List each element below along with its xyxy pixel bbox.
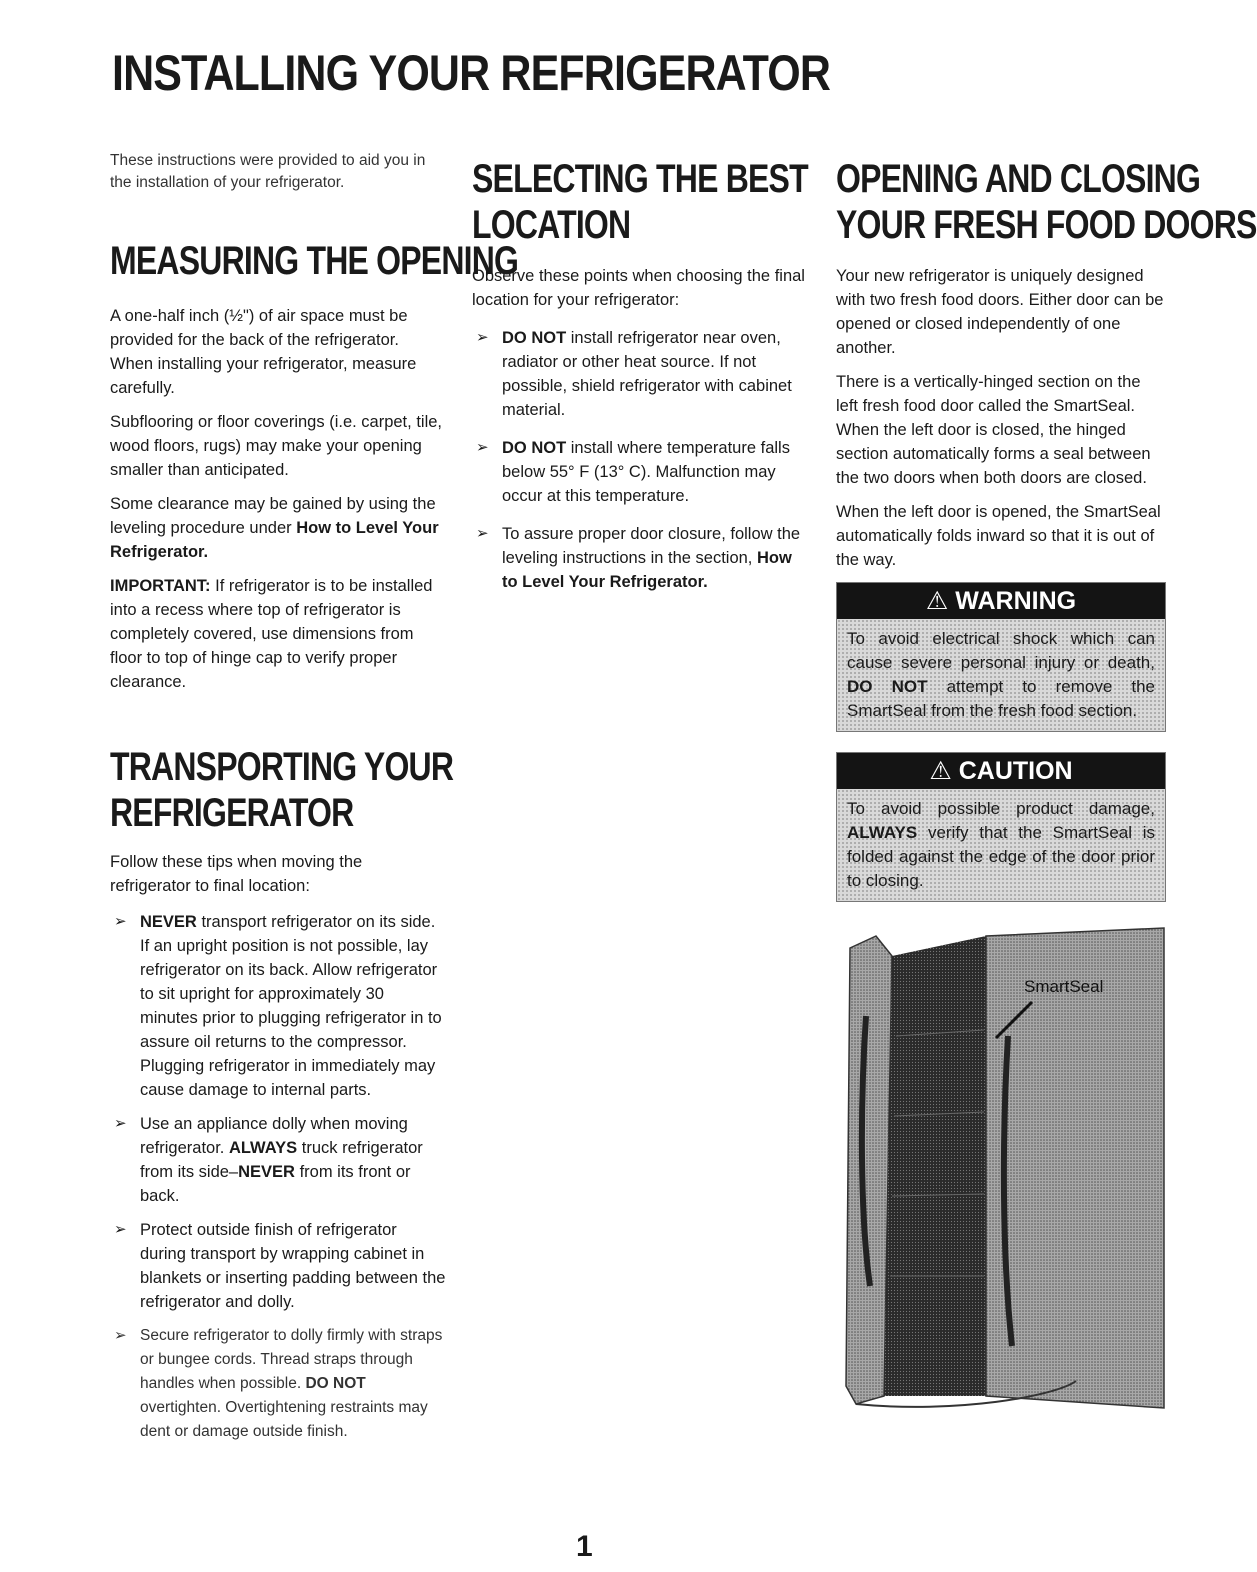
- left-column: [110, 150, 519, 1454]
- caution-header: ⚠ CAUTION: [837, 753, 1165, 789]
- left-door: [846, 936, 892, 1404]
- smartseal-callout: SmartSeal: [1024, 977, 1104, 996]
- list-item: ➢ NEVER transport refrigerator on its side. If an upright position is not possible, lay refrigerator on its back. Allow refrigerator to sit upright for approximately 30 minutes prior to plugging refrigerator in to assure oil returns to the compressor. Plugging refrigerator in immediately may cause damage to internal parts.: [110, 910, 446, 1102]
- list-item: ➢ To assure proper door closure, follow the leveling instructions in the section, How to Level Your Refrigerator.: [472, 522, 807, 594]
- important-note: IMPORTANT: If refrigerator is to be installed into a recess where top of refrigerator is completely covered, use dimensions from floor to top of hinge cap to verify proper clearance.: [110, 577, 433, 691]
- warning-header: ⚠ WARNING: [837, 583, 1165, 619]
- warning-triangle-icon: ⚠: [925, 587, 949, 615]
- warning-box: [836, 582, 1166, 732]
- caution-text: To avoid possible product damage, ALWAYS verify that the SmartSeal is folded against the edge of the door prior to closing.: [837, 789, 1165, 901]
- arrow-bullet-icon: ➢: [114, 913, 127, 930]
- refrigerator-drawing: [836, 926, 1166, 1408]
- transporting-intro: Follow these tips when moving the refrigerator to final location:: [110, 853, 363, 895]
- transporting-heading: TRANSPORTING YOUR REFRIGERATOR: [110, 745, 454, 835]
- doors-paragraph: Your new refrigerator is uniquely designed with two fresh food doors. Either door can be opened or closed independently of one another.: [836, 267, 1164, 357]
- list-item: ➢ DO NOT install refrigerator near oven, radiator or other heat source. If not possible, shield refrigerator with cabinet material.: [472, 326, 807, 422]
- measuring-paragraph: A one-half inch (½") of air space must be provided for the back of the refrigerator. When installing your refrigerator, measure carefully.: [110, 307, 417, 397]
- fridge-interior: [884, 936, 986, 1396]
- right-column: [836, 150, 1257, 1408]
- selecting-intro: Observe these points when choosing the final location for your refrigerator:: [472, 267, 805, 309]
- selecting-heading: SELECTING THE BEST LOCATION: [472, 157, 808, 247]
- doors-heading: OPENING AND CLOSING YOUR FRESH FOOD DOORS: [836, 157, 1257, 247]
- arrow-bullet-icon: ➢: [476, 329, 489, 346]
- arrow-bullet-icon: ➢: [476, 439, 489, 456]
- doors-paragraph: When the left door is opened, the SmartSeal automatically folds inward so that it is out of the way.: [836, 503, 1161, 569]
- list-item: ➢ Secure refrigerator to dolly firmly with straps or bungee cords. Thread straps through handles when possible. DO NOT overtighten. Overtightening restraints may dent or damage outside finish.: [110, 1324, 446, 1444]
- caution-box: [836, 752, 1166, 902]
- measuring-heading: MEASURING THE OPENING: [110, 239, 519, 283]
- arrow-bullet-icon: ➢: [114, 1221, 127, 1238]
- doors-paragraph: There is a vertically-hinged section on the left fresh food door called the SmartSeal. When the left door is closed, the hinged section automatically forms a seal between the two doors when both doors are closed.: [836, 373, 1151, 487]
- warning-triangle-icon: ⚠: [929, 757, 952, 785]
- measuring-paragraph: Subflooring or floor coverings (i.e. carpet, tile, wood floors, rugs) may make your opening smaller than anticipated.: [110, 413, 442, 479]
- measuring-paragraph: Some clearance may be gained by using the leveling procedure under How to Level Your Refrigerator.: [110, 495, 439, 561]
- list-item: ➢ DO NOT install where temperature falls below 55° F (13° C). Malfunction may occur at this temperature.: [472, 436, 807, 508]
- intro-text: These instructions were provided to aid you in the installation of your refrigerator.: [110, 152, 426, 191]
- transporting-list: [110, 910, 446, 1444]
- page-number: 1: [576, 1530, 593, 1563]
- page-title: INSTALLING YOUR REFRIGERATOR: [112, 45, 831, 101]
- list-item: ➢ Protect outside finish of refrigerator during transport by wrapping cabinet in blankets or inserting padding between the refrigerator and dolly.: [110, 1218, 446, 1314]
- selecting-list: [472, 326, 807, 594]
- warning-text: To avoid electrical shock which can cause severe personal injury or death, DO NOT attempt to remove the SmartSeal from the fresh food section.: [837, 619, 1165, 731]
- refrigerator-illustration: [836, 926, 1166, 1408]
- level-reference: How to Level Your Refrigerator.: [110, 519, 439, 561]
- middle-column: [472, 150, 807, 604]
- arrow-bullet-icon: ➢: [114, 1115, 127, 1132]
- arrow-bullet-icon: ➢: [476, 525, 489, 542]
- list-item: ➢ Use an appliance dolly when moving refrigerator. ALWAYS truck refrigerator from its side–NEVER from its front or back.: [110, 1112, 446, 1208]
- arrow-bullet-icon: ➢: [114, 1327, 127, 1344]
